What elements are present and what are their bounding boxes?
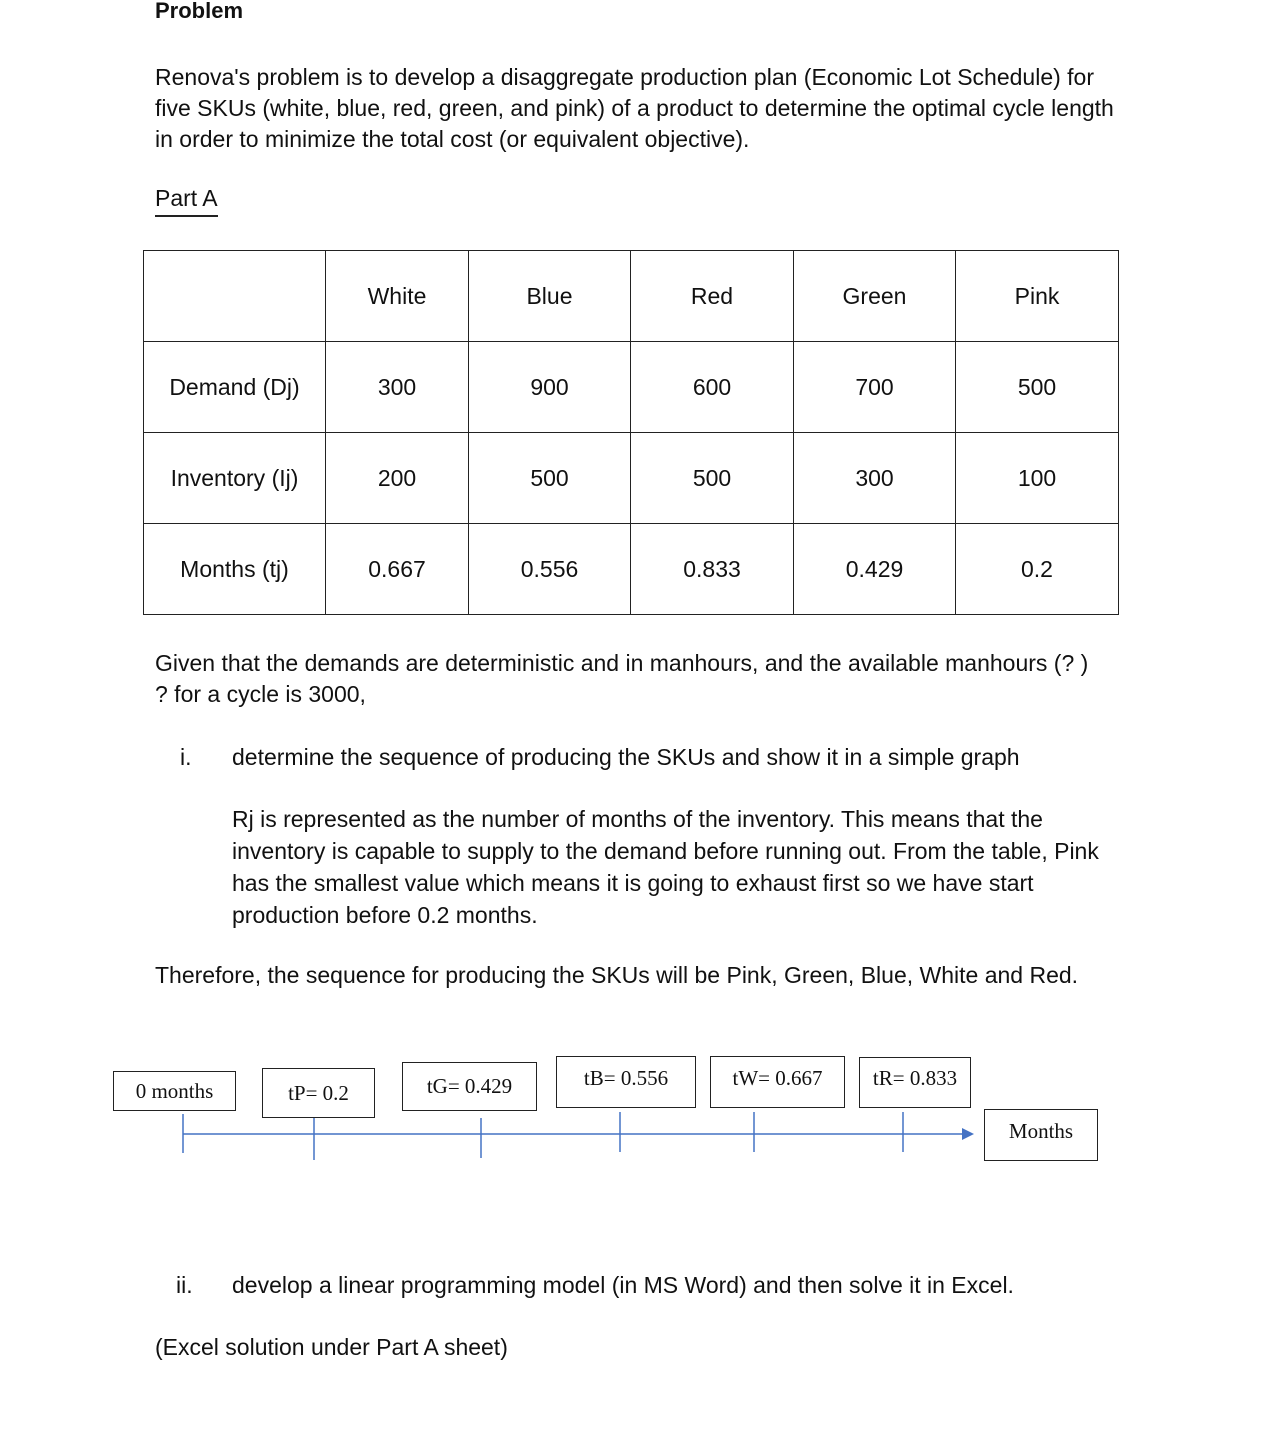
table-cell: 300 [794, 433, 956, 524]
given-line-1: Given that the demands are deterministic and in manhours, and the available manhours (? ) [155, 650, 1089, 676]
item-ii-marker: ii. [176, 1272, 193, 1298]
item-i-marker: i. [180, 744, 192, 770]
part-a-label: Part A [155, 183, 218, 217]
table-header-cell: Pink [956, 251, 1119, 342]
intro-paragraph: Renova's problem is to develop a disaggregate production plan (Economic Lot Schedule) for five SKUs (white, blue, red, green, and pink) of a product to determine the optimal cycle length in order to minimize the total cost (or equivalent objective). [155, 64, 1114, 152]
table-row [144, 433, 1119, 524]
table-header-cell: Red [631, 251, 794, 342]
explanation-paragraph: Rj is represented as the number of months of the inventory. This means that the inventory is capable to supply to the demand before running out. From the table, Pink has the smallest value which means it is going to exhaust first so we have start production before 0.2 months. [232, 806, 1099, 928]
item-ii-text: develop a linear programming model (in MS Word) and then solve it in Excel. [232, 1272, 1014, 1298]
sku-table [143, 250, 1119, 615]
table-header-row [144, 251, 1119, 342]
table-cell: 100 [956, 433, 1119, 524]
table-header-cell: Green [794, 251, 956, 342]
table-cell: 600 [631, 342, 794, 433]
excel-note: (Excel solution under Part A sheet) [155, 1334, 508, 1360]
row-label: Months (tj) [144, 524, 326, 615]
table-row [144, 524, 1119, 615]
table-cell: 0.2 [956, 524, 1119, 615]
timeline-label-box: tB= 0.556 [556, 1056, 696, 1108]
item-i-text: determine the sequence of producing the SKUs and show it in a simple graph [232, 744, 1020, 770]
timeline-start-box: 0 months [113, 1071, 236, 1111]
sequence-conclusion: Therefore, the sequence for producing the SKUs will be Pink, Green, Blue, White and Red. [155, 962, 1079, 988]
table-header-cell [144, 251, 326, 342]
table-cell: 0.556 [469, 524, 631, 615]
table-header-cell: White [326, 251, 469, 342]
timeline-label-box: tW= 0.667 [710, 1056, 845, 1108]
table-cell: 900 [469, 342, 631, 433]
table-cell: 700 [794, 342, 956, 433]
table-cell: 0.429 [794, 524, 956, 615]
table-cell: 200 [326, 433, 469, 524]
table-row [144, 342, 1119, 433]
timeline-axis-label: Months [984, 1109, 1098, 1161]
table-cell: 500 [469, 433, 631, 524]
table-cell: 300 [326, 342, 469, 433]
table-header-cell: Blue [469, 251, 631, 342]
problem-heading: Problem [155, 0, 244, 23]
table-cell: 500 [631, 433, 794, 524]
table-cell: 500 [956, 342, 1119, 433]
timeline-arrow-head [962, 1128, 974, 1140]
table-cell: 0.833 [631, 524, 794, 615]
given-statement [155, 648, 1155, 710]
timeline-label-box: tR= 0.833 [859, 1057, 971, 1108]
row-label: Inventory (Ij) [144, 433, 326, 524]
timeline-label-box: tG= 0.429 [402, 1062, 537, 1111]
row-label: Demand (Dj) [144, 342, 326, 433]
table-cell: 0.667 [326, 524, 469, 615]
timeline-label-box: tP= 0.2 [262, 1068, 375, 1118]
given-line-2: ? for a cycle is 3000, [155, 681, 366, 707]
